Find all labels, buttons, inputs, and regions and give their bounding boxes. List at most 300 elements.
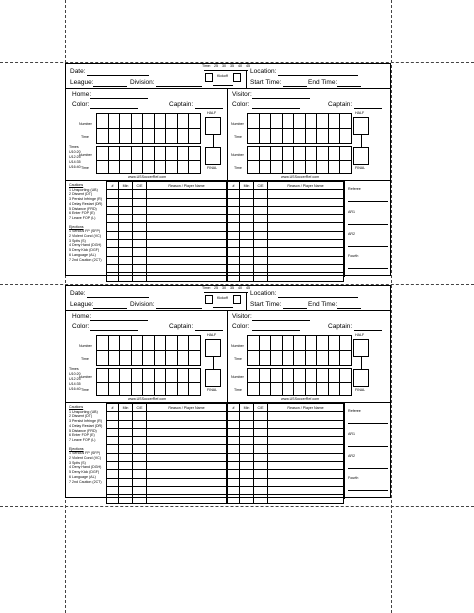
home-half-score-box[interactable] bbox=[205, 117, 221, 135]
goal-tally-cell[interactable] bbox=[154, 351, 166, 366]
event-cell[interactable] bbox=[107, 273, 119, 281]
goal-tally-cell[interactable] bbox=[189, 160, 201, 174]
event-cell[interactable] bbox=[107, 240, 119, 248]
event-cell[interactable] bbox=[119, 462, 133, 470]
event-cell[interactable] bbox=[133, 248, 147, 256]
event-cell[interactable] bbox=[228, 428, 240, 436]
goal-tally-cell[interactable] bbox=[166, 160, 178, 174]
goal-tally-cell[interactable] bbox=[294, 382, 306, 396]
goal-tally-cell[interactable] bbox=[97, 351, 109, 366]
goal-tally-cell[interactable] bbox=[97, 147, 109, 161]
goal-tally-cell[interactable] bbox=[143, 336, 155, 351]
goal-tally-cell[interactable] bbox=[177, 369, 189, 383]
event-cell[interactable] bbox=[133, 486, 147, 494]
goal-tally-cell[interactable] bbox=[154, 147, 166, 161]
goal-tally-cell[interactable] bbox=[340, 147, 352, 161]
date-field[interactable] bbox=[87, 75, 149, 76]
event-cell[interactable] bbox=[268, 478, 344, 486]
goal-tally-cell[interactable] bbox=[177, 351, 189, 366]
event-cell[interactable] bbox=[254, 264, 268, 272]
goal-tally-cell[interactable] bbox=[294, 160, 306, 174]
league-field[interactable] bbox=[93, 86, 127, 87]
event-cell[interactable] bbox=[107, 231, 119, 239]
event-cell[interactable] bbox=[240, 486, 254, 494]
event-cell[interactable] bbox=[107, 445, 119, 453]
goal-tally-cell[interactable] bbox=[108, 351, 120, 366]
event-cell[interactable] bbox=[147, 412, 227, 420]
event-cell[interactable] bbox=[268, 231, 344, 239]
event-cell[interactable] bbox=[254, 445, 268, 453]
goal-tally-cell[interactable] bbox=[317, 336, 329, 351]
event-cell[interactable] bbox=[147, 437, 227, 445]
event-cell[interactable] bbox=[228, 231, 240, 239]
goal-tally-cell[interactable] bbox=[108, 369, 120, 383]
goal-tally-cell[interactable] bbox=[131, 382, 143, 396]
event-cell[interactable] bbox=[268, 256, 344, 264]
event-cell[interactable] bbox=[107, 248, 119, 256]
home-goals-grid-second-half[interactable] bbox=[96, 368, 201, 396]
event-cell[interactable] bbox=[133, 420, 147, 428]
event-cell[interactable] bbox=[119, 412, 133, 420]
goal-tally-cell[interactable] bbox=[282, 369, 294, 383]
goal-tally-cell[interactable] bbox=[248, 129, 260, 144]
event-cell[interactable] bbox=[119, 240, 133, 248]
home-captain-field[interactable] bbox=[195, 108, 223, 109]
goal-tally-cell[interactable] bbox=[271, 382, 283, 396]
ar2-field[interactable] bbox=[348, 246, 388, 247]
goal-tally-cell[interactable] bbox=[282, 336, 294, 351]
goal-tally-cell[interactable] bbox=[189, 147, 201, 161]
home-final-score-box[interactable] bbox=[205, 147, 221, 165]
goal-tally-cell[interactable] bbox=[305, 351, 317, 366]
event-cell[interactable] bbox=[147, 420, 227, 428]
event-cell[interactable] bbox=[107, 198, 119, 206]
goal-tally-cell[interactable] bbox=[166, 336, 178, 351]
event-cell[interactable] bbox=[119, 231, 133, 239]
goal-tally-cell[interactable] bbox=[317, 160, 329, 174]
event-cell[interactable] bbox=[268, 206, 344, 214]
league-field[interactable] bbox=[93, 308, 127, 309]
event-cell[interactable] bbox=[133, 478, 147, 486]
home-goals-grid-second-half[interactable] bbox=[96, 146, 201, 174]
goal-tally-cell[interactable] bbox=[166, 147, 178, 161]
goal-tally-cell[interactable] bbox=[282, 114, 294, 129]
event-cell[interactable] bbox=[254, 486, 268, 494]
goal-tally-cell[interactable] bbox=[120, 114, 132, 129]
event-cell[interactable] bbox=[107, 223, 119, 231]
goal-tally-cell[interactable] bbox=[189, 129, 201, 144]
event-cell[interactable] bbox=[228, 478, 240, 486]
event-cell[interactable] bbox=[254, 462, 268, 470]
goal-tally-cell[interactable] bbox=[271, 336, 283, 351]
visitor-events-table[interactable] bbox=[227, 403, 344, 504]
goal-tally-cell[interactable] bbox=[294, 336, 306, 351]
goal-tally-cell[interactable] bbox=[282, 160, 294, 174]
location-field[interactable] bbox=[278, 75, 358, 76]
goal-tally-cell[interactable] bbox=[131, 351, 143, 366]
goal-tally-cell[interactable] bbox=[97, 160, 109, 174]
event-cell[interactable] bbox=[119, 495, 133, 503]
event-cell[interactable] bbox=[133, 470, 147, 478]
goal-tally-cell[interactable] bbox=[259, 351, 271, 366]
event-cell[interactable] bbox=[119, 273, 133, 281]
goal-tally-cell[interactable] bbox=[340, 129, 352, 144]
event-cell[interactable] bbox=[228, 470, 240, 478]
event-cell[interactable] bbox=[240, 206, 254, 214]
goal-tally-cell[interactable] bbox=[328, 382, 340, 396]
goal-tally-cell[interactable] bbox=[166, 369, 178, 383]
goal-tally-cell[interactable] bbox=[294, 129, 306, 144]
event-cell[interactable] bbox=[228, 412, 240, 420]
event-cell[interactable] bbox=[119, 198, 133, 206]
event-cell[interactable] bbox=[107, 462, 119, 470]
event-cell[interactable] bbox=[268, 453, 344, 461]
event-cell[interactable] bbox=[147, 256, 227, 264]
event-cell[interactable] bbox=[228, 486, 240, 494]
goal-tally-cell[interactable] bbox=[248, 336, 260, 351]
event-cell[interactable] bbox=[254, 478, 268, 486]
goal-tally-cell[interactable] bbox=[248, 351, 260, 366]
event-cell[interactable] bbox=[107, 215, 119, 223]
visitor-captain-field[interactable] bbox=[354, 108, 382, 109]
goal-tally-cell[interactable] bbox=[143, 129, 155, 144]
event-cell[interactable] bbox=[107, 264, 119, 272]
goal-tally-cell[interactable] bbox=[131, 336, 143, 351]
event-cell[interactable] bbox=[254, 198, 268, 206]
event-cell[interactable] bbox=[119, 264, 133, 272]
event-cell[interactable] bbox=[107, 486, 119, 494]
goal-tally-cell[interactable] bbox=[108, 382, 120, 396]
goal-tally-cell[interactable] bbox=[97, 114, 109, 129]
event-cell[interactable] bbox=[228, 453, 240, 461]
event-cell[interactable] bbox=[240, 470, 254, 478]
event-cell[interactable] bbox=[240, 420, 254, 428]
visitor-color-field[interactable] bbox=[252, 108, 300, 109]
goal-tally-cell[interactable] bbox=[177, 147, 189, 161]
event-cell[interactable] bbox=[268, 264, 344, 272]
goal-tally-cell[interactable] bbox=[248, 114, 260, 129]
goal-tally-cell[interactable] bbox=[120, 382, 132, 396]
home-goals-grid-first-half[interactable] bbox=[96, 113, 201, 144]
goal-tally-cell[interactable] bbox=[305, 147, 317, 161]
ar2-field[interactable] bbox=[348, 468, 388, 469]
goal-tally-cell[interactable] bbox=[248, 160, 260, 174]
event-cell[interactable] bbox=[119, 206, 133, 214]
visitor-goals-grid-first-half[interactable] bbox=[247, 335, 352, 366]
event-cell[interactable] bbox=[254, 248, 268, 256]
event-cell[interactable] bbox=[133, 437, 147, 445]
home-team-field[interactable] bbox=[90, 98, 148, 99]
event-cell[interactable] bbox=[147, 495, 227, 503]
goal-tally-cell[interactable] bbox=[143, 160, 155, 174]
event-cell[interactable] bbox=[254, 256, 268, 264]
event-cell[interactable] bbox=[254, 223, 268, 231]
division-field[interactable] bbox=[156, 86, 202, 87]
event-cell[interactable] bbox=[147, 231, 227, 239]
goal-tally-cell[interactable] bbox=[177, 129, 189, 144]
goal-tally-cell[interactable] bbox=[108, 336, 120, 351]
goal-tally-cell[interactable] bbox=[328, 351, 340, 366]
goal-tally-cell[interactable] bbox=[97, 382, 109, 396]
goal-tally-cell[interactable] bbox=[340, 369, 352, 383]
goal-tally-cell[interactable] bbox=[305, 160, 317, 174]
goal-tally-cell[interactable] bbox=[120, 160, 132, 174]
event-cell[interactable] bbox=[240, 231, 254, 239]
event-cell[interactable] bbox=[240, 445, 254, 453]
goal-tally-cell[interactable] bbox=[271, 351, 283, 366]
event-cell[interactable] bbox=[147, 264, 227, 272]
event-cell[interactable] bbox=[228, 190, 240, 198]
event-cell[interactable] bbox=[268, 198, 344, 206]
goal-tally-cell[interactable] bbox=[305, 382, 317, 396]
goal-tally-cell[interactable] bbox=[143, 382, 155, 396]
event-cell[interactable] bbox=[228, 256, 240, 264]
event-cell[interactable] bbox=[228, 445, 240, 453]
visitor-goals-grid-first-half[interactable] bbox=[247, 113, 352, 144]
goal-tally-cell[interactable] bbox=[259, 336, 271, 351]
referee-field[interactable] bbox=[348, 423, 388, 424]
visitor-half-score-box[interactable] bbox=[353, 339, 369, 357]
event-cell[interactable] bbox=[240, 264, 254, 272]
start-time-field[interactable] bbox=[283, 308, 307, 309]
event-cell[interactable] bbox=[107, 190, 119, 198]
goal-tally-cell[interactable] bbox=[328, 369, 340, 383]
event-cell[interactable] bbox=[268, 240, 344, 248]
event-cell[interactable] bbox=[240, 190, 254, 198]
home-goals-grid-first-half[interactable] bbox=[96, 335, 201, 366]
event-cell[interactable] bbox=[254, 215, 268, 223]
event-cell[interactable] bbox=[268, 273, 344, 281]
goal-tally-cell[interactable] bbox=[131, 369, 143, 383]
goal-tally-cell[interactable] bbox=[271, 129, 283, 144]
visitor-captain-field[interactable] bbox=[354, 330, 382, 331]
event-cell[interactable] bbox=[240, 248, 254, 256]
event-cell[interactable] bbox=[133, 256, 147, 264]
goal-tally-cell[interactable] bbox=[120, 369, 132, 383]
goal-tally-cell[interactable] bbox=[305, 129, 317, 144]
home-color-field[interactable] bbox=[90, 330, 138, 331]
goal-tally-cell[interactable] bbox=[154, 382, 166, 396]
goal-tally-cell[interactable] bbox=[271, 114, 283, 129]
goal-tally-cell[interactable] bbox=[189, 382, 201, 396]
event-cell[interactable] bbox=[107, 495, 119, 503]
event-cell[interactable] bbox=[107, 420, 119, 428]
goal-tally-cell[interactable] bbox=[108, 114, 120, 129]
goal-tally-cell[interactable] bbox=[294, 369, 306, 383]
event-cell[interactable] bbox=[107, 412, 119, 420]
goal-tally-cell[interactable] bbox=[282, 351, 294, 366]
event-cell[interactable] bbox=[254, 428, 268, 436]
goal-tally-cell[interactable] bbox=[154, 114, 166, 129]
goal-tally-cell[interactable] bbox=[177, 336, 189, 351]
event-cell[interactable] bbox=[254, 412, 268, 420]
visitor-final-score-box[interactable] bbox=[353, 147, 369, 165]
visitor-events-table[interactable] bbox=[227, 181, 344, 282]
goal-tally-cell[interactable] bbox=[189, 114, 201, 129]
event-cell[interactable] bbox=[119, 486, 133, 494]
goal-tally-cell[interactable] bbox=[131, 114, 143, 129]
goal-tally-cell[interactable] bbox=[97, 129, 109, 144]
event-cell[interactable] bbox=[268, 248, 344, 256]
goal-tally-cell[interactable] bbox=[108, 147, 120, 161]
event-cell[interactable] bbox=[119, 445, 133, 453]
event-cell[interactable] bbox=[133, 190, 147, 198]
goal-tally-cell[interactable] bbox=[108, 160, 120, 174]
goal-tally-cell[interactable] bbox=[154, 129, 166, 144]
goal-tally-cell[interactable] bbox=[294, 147, 306, 161]
location-field[interactable] bbox=[278, 297, 358, 298]
goal-tally-cell[interactable] bbox=[317, 147, 329, 161]
event-cell[interactable] bbox=[133, 462, 147, 470]
event-cell[interactable] bbox=[147, 462, 227, 470]
event-cell[interactable] bbox=[268, 437, 344, 445]
event-cell[interactable] bbox=[240, 428, 254, 436]
goal-tally-cell[interactable] bbox=[282, 382, 294, 396]
event-cell[interactable] bbox=[254, 437, 268, 445]
event-cell[interactable] bbox=[119, 453, 133, 461]
event-cell[interactable] bbox=[107, 206, 119, 214]
event-cell[interactable] bbox=[228, 198, 240, 206]
event-cell[interactable] bbox=[147, 223, 227, 231]
event-cell[interactable] bbox=[268, 428, 344, 436]
event-cell[interactable] bbox=[228, 420, 240, 428]
start-time-field[interactable] bbox=[283, 86, 307, 87]
division-field[interactable] bbox=[156, 308, 202, 309]
goal-tally-cell[interactable] bbox=[120, 351, 132, 366]
goal-tally-cell[interactable] bbox=[271, 160, 283, 174]
goal-tally-cell[interactable] bbox=[305, 336, 317, 351]
goal-tally-cell[interactable] bbox=[282, 147, 294, 161]
goal-tally-cell[interactable] bbox=[271, 369, 283, 383]
home-events-table[interactable] bbox=[106, 403, 227, 504]
goal-tally-cell[interactable] bbox=[143, 147, 155, 161]
end-time-field[interactable] bbox=[337, 86, 361, 87]
goal-tally-cell[interactable] bbox=[248, 382, 260, 396]
referee-field[interactable] bbox=[348, 201, 388, 202]
event-cell[interactable] bbox=[133, 453, 147, 461]
ar1-field[interactable] bbox=[348, 446, 388, 447]
goal-tally-cell[interactable] bbox=[317, 351, 329, 366]
goal-tally-cell[interactable] bbox=[248, 369, 260, 383]
ar1-field[interactable] bbox=[348, 224, 388, 225]
event-cell[interactable] bbox=[133, 215, 147, 223]
event-cell[interactable] bbox=[133, 273, 147, 281]
visitor-half-score-box[interactable] bbox=[353, 117, 369, 135]
event-cell[interactable] bbox=[119, 478, 133, 486]
event-cell[interactable] bbox=[268, 470, 344, 478]
event-cell[interactable] bbox=[119, 215, 133, 223]
event-cell[interactable] bbox=[133, 198, 147, 206]
goal-tally-cell[interactable] bbox=[294, 351, 306, 366]
event-cell[interactable] bbox=[228, 264, 240, 272]
event-cell[interactable] bbox=[268, 215, 344, 223]
event-cell[interactable] bbox=[240, 240, 254, 248]
event-cell[interactable] bbox=[147, 240, 227, 248]
event-cell[interactable] bbox=[240, 223, 254, 231]
goal-tally-cell[interactable] bbox=[143, 369, 155, 383]
event-cell[interactable] bbox=[147, 445, 227, 453]
event-cell[interactable] bbox=[147, 453, 227, 461]
event-cell[interactable] bbox=[119, 420, 133, 428]
event-cell[interactable] bbox=[254, 453, 268, 461]
home-final-score-box[interactable] bbox=[205, 369, 221, 387]
event-cell[interactable] bbox=[133, 412, 147, 420]
event-cell[interactable] bbox=[228, 495, 240, 503]
visitor-team-field[interactable] bbox=[252, 98, 310, 99]
event-cell[interactable] bbox=[268, 495, 344, 503]
goal-tally-cell[interactable] bbox=[131, 129, 143, 144]
event-cell[interactable] bbox=[254, 495, 268, 503]
goal-tally-cell[interactable] bbox=[305, 114, 317, 129]
event-cell[interactable] bbox=[107, 470, 119, 478]
goal-tally-cell[interactable] bbox=[328, 129, 340, 144]
event-cell[interactable] bbox=[268, 190, 344, 198]
goal-tally-cell[interactable] bbox=[120, 147, 132, 161]
home-events-table[interactable] bbox=[106, 181, 227, 282]
goal-tally-cell[interactable] bbox=[340, 114, 352, 129]
goal-tally-cell[interactable] bbox=[189, 336, 201, 351]
event-cell[interactable] bbox=[240, 215, 254, 223]
event-cell[interactable] bbox=[268, 420, 344, 428]
goal-tally-cell[interactable] bbox=[317, 114, 329, 129]
goal-tally-cell[interactable] bbox=[143, 351, 155, 366]
event-cell[interactable] bbox=[228, 206, 240, 214]
goal-tally-cell[interactable] bbox=[282, 129, 294, 144]
goal-tally-cell[interactable] bbox=[317, 382, 329, 396]
event-cell[interactable] bbox=[268, 462, 344, 470]
goal-tally-cell[interactable] bbox=[328, 147, 340, 161]
event-cell[interactable] bbox=[254, 273, 268, 281]
goal-tally-cell[interactable] bbox=[177, 160, 189, 174]
event-cell[interactable] bbox=[107, 478, 119, 486]
event-cell[interactable] bbox=[133, 231, 147, 239]
kickoff-right-box[interactable] bbox=[233, 73, 241, 82]
event-cell[interactable] bbox=[268, 412, 344, 420]
event-cell[interactable] bbox=[240, 412, 254, 420]
goal-tally-cell[interactable] bbox=[131, 147, 143, 161]
event-cell[interactable] bbox=[254, 206, 268, 214]
event-cell[interactable] bbox=[133, 206, 147, 214]
event-cell[interactable] bbox=[119, 248, 133, 256]
event-cell[interactable] bbox=[147, 273, 227, 281]
event-cell[interactable] bbox=[147, 248, 227, 256]
goal-tally-cell[interactable] bbox=[189, 351, 201, 366]
event-cell[interactable] bbox=[119, 190, 133, 198]
goal-tally-cell[interactable] bbox=[154, 336, 166, 351]
goal-tally-cell[interactable] bbox=[97, 369, 109, 383]
event-cell[interactable] bbox=[147, 198, 227, 206]
goal-tally-cell[interactable] bbox=[328, 114, 340, 129]
visitor-goals-grid-second-half[interactable] bbox=[247, 368, 352, 396]
goal-tally-cell[interactable] bbox=[259, 382, 271, 396]
goal-tally-cell[interactable] bbox=[305, 369, 317, 383]
fourth-official-field[interactable] bbox=[348, 490, 388, 491]
event-cell[interactable] bbox=[228, 223, 240, 231]
event-cell[interactable] bbox=[254, 420, 268, 428]
goal-tally-cell[interactable] bbox=[340, 351, 352, 366]
goal-tally-cell[interactable] bbox=[317, 369, 329, 383]
goal-tally-cell[interactable] bbox=[248, 147, 260, 161]
event-cell[interactable] bbox=[228, 240, 240, 248]
event-cell[interactable] bbox=[147, 486, 227, 494]
goal-tally-cell[interactable] bbox=[259, 129, 271, 144]
home-team-field[interactable] bbox=[90, 320, 148, 321]
event-cell[interactable] bbox=[228, 248, 240, 256]
event-cell[interactable] bbox=[133, 223, 147, 231]
goal-tally-cell[interactable] bbox=[259, 147, 271, 161]
goal-tally-cell[interactable] bbox=[154, 160, 166, 174]
goal-tally-cell[interactable] bbox=[154, 369, 166, 383]
